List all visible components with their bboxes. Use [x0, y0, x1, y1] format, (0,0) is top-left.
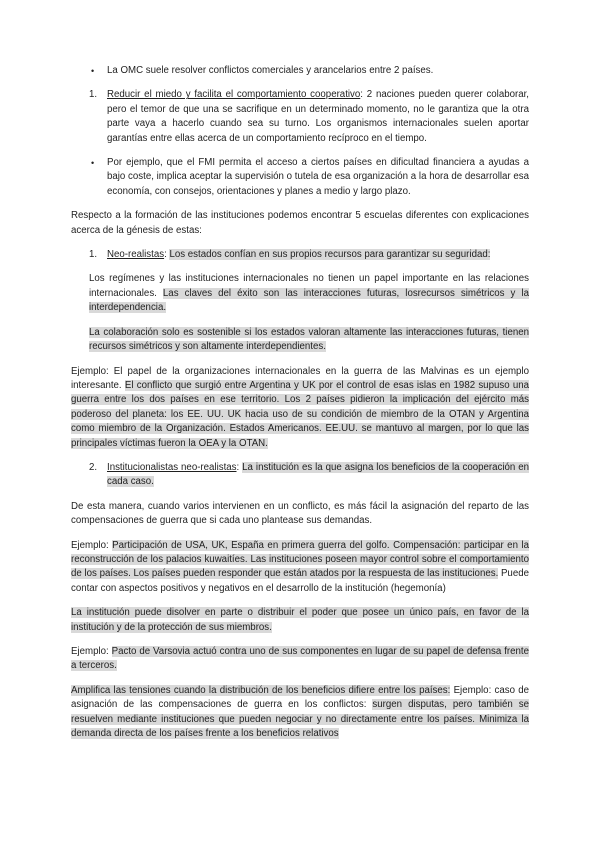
bullet-list-item — [71, 64, 529, 78]
numbered-list-item — [71, 248, 529, 262]
underlined-heading-text: Neo-realistas — [107, 249, 165, 261]
text-segment: : 2 naciones pueden querer colaborar, pero el temor de que una se sacrifique en un determinado momento, no le garantiza que la otra parte vaya a hacerlo cuando sea su turno. Los organismos internacionales suelen aportar garantías entre ellas acerca de un comportamiento recíproco en el tiempo. — [107, 89, 529, 144]
underlined-heading-text: Institucionalistas neo-realistas — [107, 461, 237, 473]
highlighted-text: Participación de USA, UK, España en primera guerra del golfo. Compensación: participar en la reconstrucción de los palacios kuwaitíes. Las instituciones poseen mayor control sobre el comportamiento de los países. Los países pueden responder que están atados por la respuesta de las instituciones. — [71, 539, 529, 580]
text-segment: Ejemplo: caso de asignación de las compensaciones de guerra en los conflictos: — [71, 684, 530, 711]
paragraph — [71, 645, 529, 674]
list-number: 1. — [89, 89, 98, 101]
highlighted-text: La institución puede disolver en parte o distribuir el poder que posee un único país, en favor de la institución y de la protección de sus miembros. — [71, 607, 529, 633]
paragraph — [71, 684, 529, 742]
indented-paragraph — [71, 272, 529, 315]
numbered-list-item — [71, 88, 529, 146]
highlighted-text: Amplifica las tensiones cuando la distribución de los beneficios difiere entre los países: — [71, 684, 451, 696]
underlined-heading-text: Reducir el miedo y facilita el comportamiento cooperativo — [107, 89, 361, 101]
text-segment: La OMC suele resolver conflictos comerciales y arancelarios entre 2 países. — [107, 65, 434, 76]
paragraph — [71, 209, 529, 238]
bullet-list-item — [71, 156, 529, 199]
text-segment: Puede contar con aspectos positivos y negativos en el desarrollo de la institución (hegemonía) — [71, 568, 529, 594]
paragraph — [71, 606, 529, 635]
highlighted-text: Las claves del éxito son las interacciones futuras, losrecursos simétricos y la interdependencia. — [89, 287, 529, 314]
text-segment: Ejemplo: — [71, 646, 112, 657]
highlighted-text: El conflicto que surgió entre Argentina y UK por el control de esas islas en 1982 supuso una guerra entre los dos países en ese territorio. Los 2 países pidieron la implicación del ejército más poderoso del planeta: los EE. UU. UK hacia uso de su condición de miembro de la OTAN y Argentina como miembro de la Organización. Estados Americanos. EE.UU. se mantuvo al margen, por lo que las principales víctimas fueron la OEA y la OTAN. — [71, 379, 529, 449]
bullet-icon: • — [91, 66, 95, 76]
list-number: 1. — [89, 249, 98, 261]
highlighted-text: surgen disputas, pero también se resuelven mediante instituciones que pueden negociar y no directamente entre los países. Minimiza la demanda directa de los países frente a los beneficios relativos — [71, 699, 529, 740]
text-segment: Los regímenes y las instituciones internacionales no tienen un papel importante en las relaciones internacionales. — [89, 273, 529, 299]
highlighted-text: Los estados confían en sus propios recursos para garantizar su seguridad: — [169, 249, 491, 261]
text-segment: Respecto a la formación de las instituciones podemos encontrar 5 escuelas diferentes con explicaciones acerca de la génesis de estas: — [71, 210, 529, 236]
paragraph — [71, 500, 529, 529]
highlighted-text: La institución es la que asigna los beneficios de la cooperación en cada caso. — [107, 461, 529, 488]
text-segment: : — [164, 249, 170, 261]
text-segment: De esta manera, cuando varios intervienen en un conflicto, es más fácil la asignación del reparto de las compensaciones de guerra que si cada uno plantease sus demandas. — [71, 500, 529, 527]
highlighted-text: La colaboración solo es sostenible si los estados valoran altamente las interacciones futuras, tienen recursos simétricos y son altamente interdependientes. — [89, 326, 529, 353]
indented-paragraph — [71, 326, 529, 355]
text-segment: Por ejemplo, que el FMI permita el acceso a ciertos países en dificultad financiera a ayudas a bajo coste, implica aceptar la supervisión o tutela de esa organización a la hora de desarrollar esa economía, con consejos, orientaciones y planes a medio y largo plazo. — [107, 157, 529, 197]
document-body — [71, 64, 529, 741]
paragraph — [71, 365, 529, 451]
paragraph — [71, 539, 529, 597]
list-number: 2. — [89, 461, 98, 473]
text-segment: : — [236, 461, 243, 473]
text-segment: Ejemplo: El papel de la organizaciones internacionales en la guerra de las Malvinas es un ejemplo interesante. — [71, 365, 529, 391]
numbered-list-item — [71, 461, 529, 490]
highlighted-text: Pacto de Varsovia actuó contra uno de sus componentes en lugar de su papel de defensa frente a terceros. — [71, 646, 529, 672]
text-segment: Ejemplo: — [71, 539, 113, 551]
bullet-icon: • — [91, 158, 95, 169]
